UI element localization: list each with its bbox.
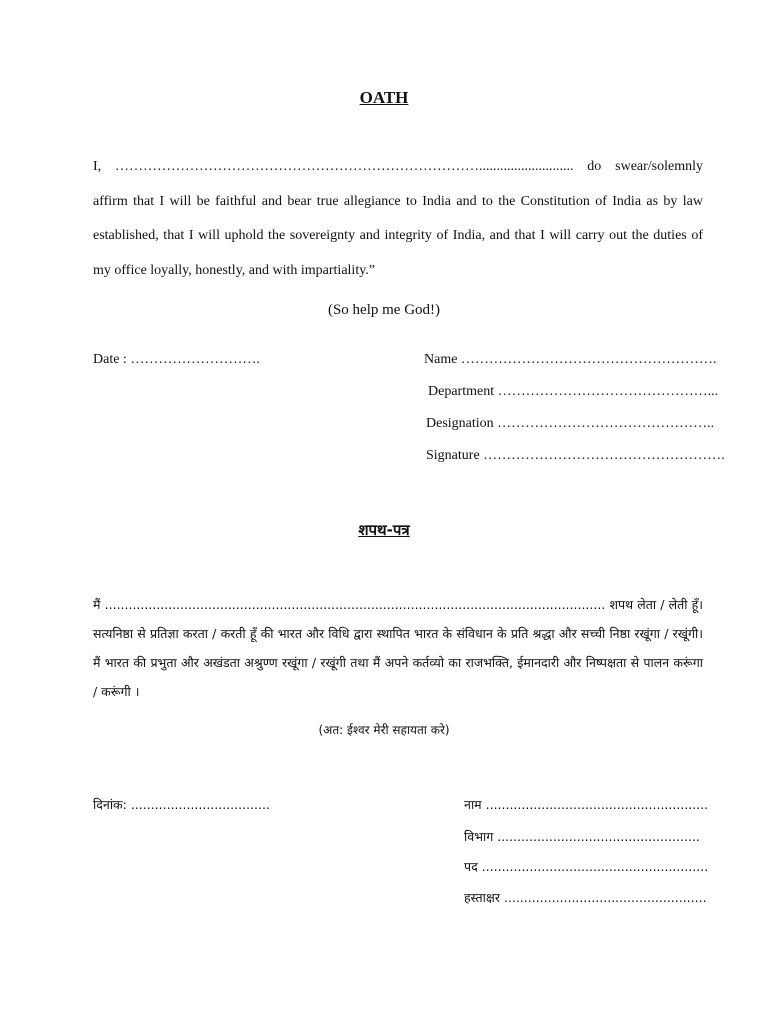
pad-field: पद ......................................................... (464, 859, 709, 874)
naam-field: नाम ........................................................ (464, 797, 709, 812)
oath-paragraph: I, ……………………………………………………………………........................... do swear/solemnly affirm that I will be faithful and bear true allegiance to India and to the Constitution of India as by law established, that I will uphold the sovereignty and integrity of India, and that I will carry out the duties of my office loyally, honestly, and with impartiality.” (93, 159, 703, 278)
oath-title: OATH (359, 88, 409, 107)
signature-field: Signature ……………………………………………. (426, 448, 725, 463)
name-field: Name ………………………………………………. (424, 352, 717, 367)
shapath-motto: (अत: ईश्वर मेरी सहायता करे) (318, 723, 450, 737)
designation-field: Designation ……………………………………….. (426, 416, 715, 431)
hastakshar-field: हस्ताक्षर ................................................... (464, 890, 707, 905)
date-field: Date : ………………………. (93, 352, 260, 367)
dinank-field: दिनांक: ................................... (93, 797, 270, 812)
oath-motto: (So help me God!) (327, 302, 441, 318)
vibhag-field: विभाग ................................................... (464, 829, 700, 844)
department-field: Department ………………………………………... (428, 384, 719, 399)
shapath-title: शपथ-पत्र (358, 521, 410, 539)
shapath-paragraph: मैं .............................................................................................................................. शपथ लेता / लेती हूँ। सत्यनिष्ठा से प्रतिज्ञा करता / करती हूँ की भारत और विधि द्वारा स्थापित भारत के संविधान के प्रति श्रद्धा और सच्ची निष्ठा रखूंगा / रखूंगी। मैं भारत की प्रभुता और अखंडता अश्रुण्ण रखूंगा / रखूंगी तथा मैं अपने कर्तव्यो का राजभक्ति, ईमानदारी और निष्पक्षता से पालन करूंगा / करूंगी । (93, 597, 703, 699)
